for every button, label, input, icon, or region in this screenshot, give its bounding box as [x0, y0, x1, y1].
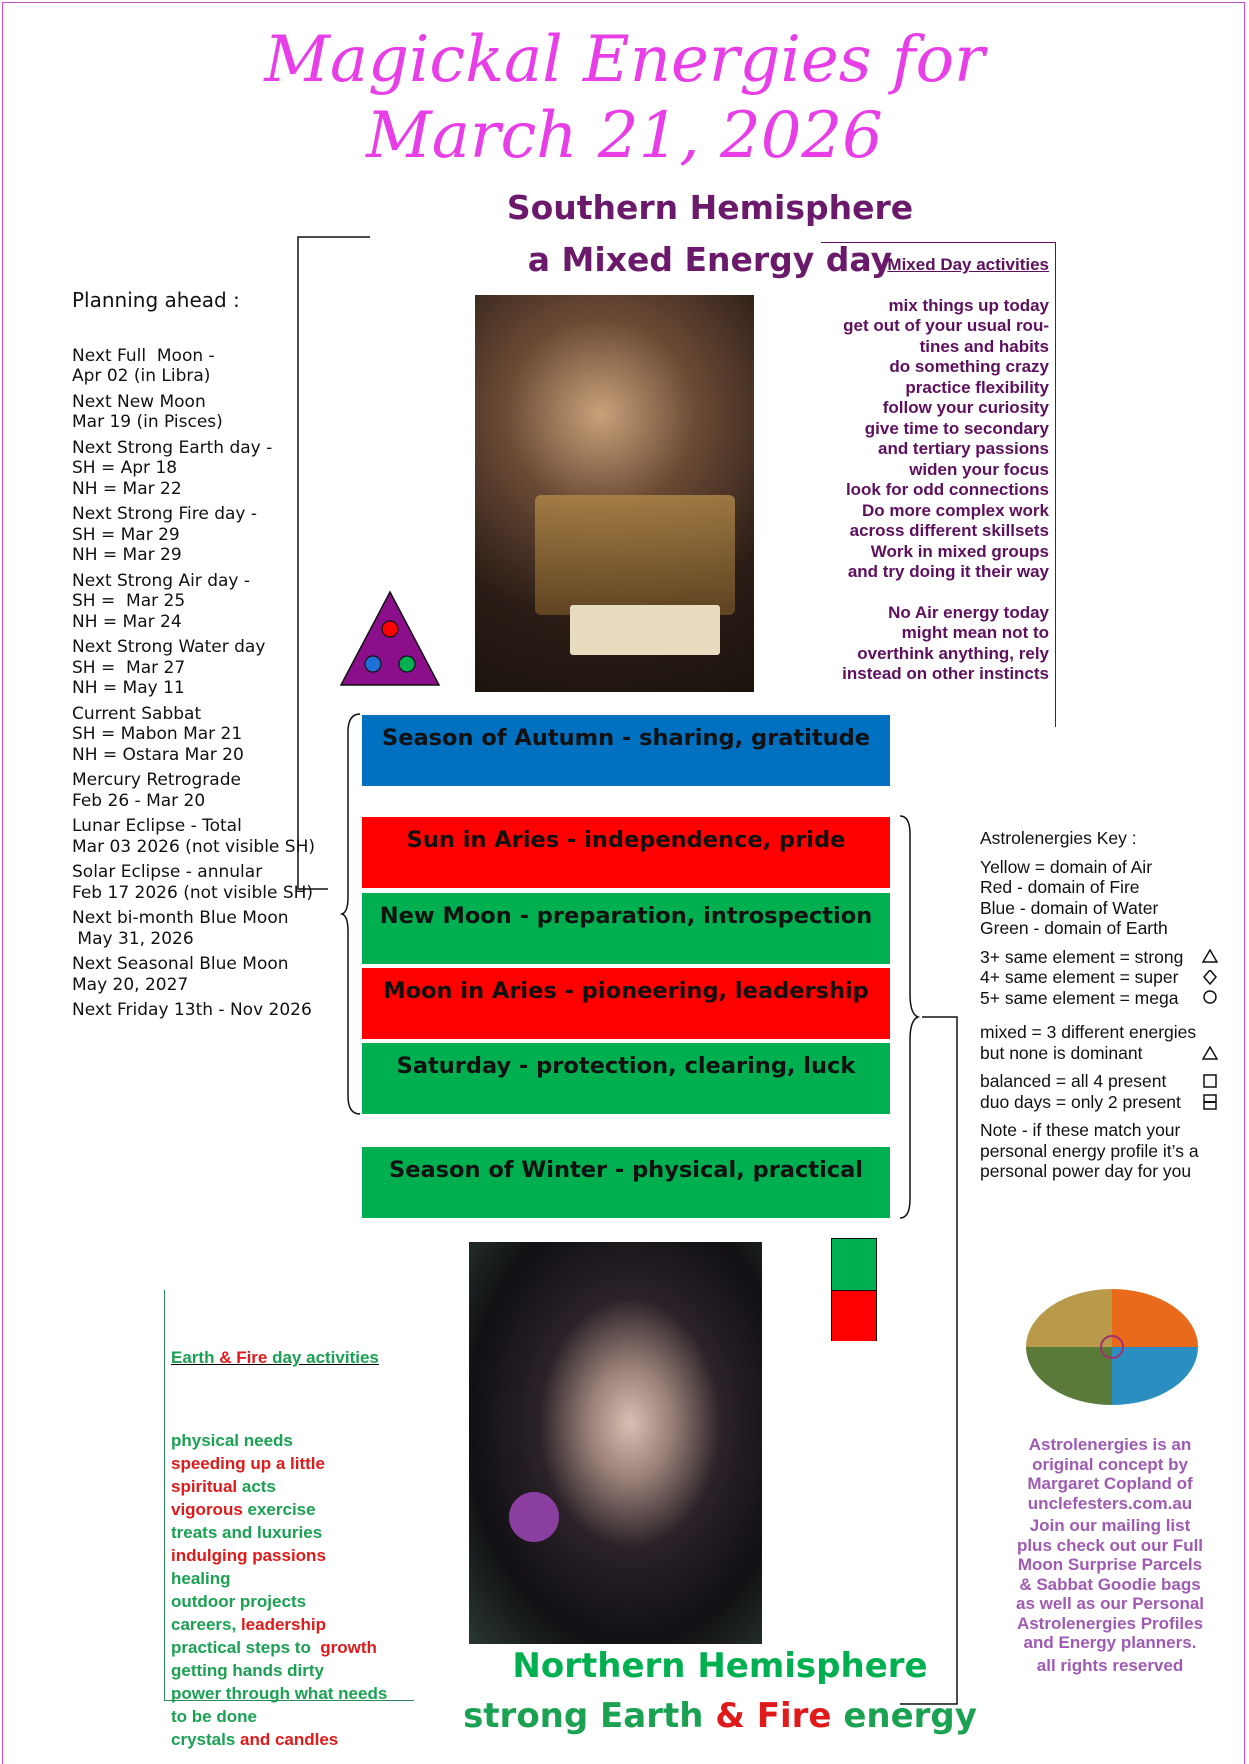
witch-photo-southern — [475, 295, 754, 692]
mixed-activity: and tertiary passions — [877, 439, 1049, 458]
mixed-activity: tines and habits — [919, 336, 1049, 356]
mixed-activity: widen your focus — [909, 459, 1049, 479]
energy-bar: Season of Autumn - sharing, gratitude — [362, 715, 890, 786]
earth-fire-heading-part: day activities — [272, 1348, 379, 1367]
mixed-activity: across different skillsets — [849, 521, 1049, 540]
activity-text: crystals — [171, 1730, 240, 1749]
credit-line: original concept by — [1032, 1454, 1188, 1474]
planning-item: Next Strong Fire day - SH = Mar 29 NH = Mar 29 — [72, 504, 257, 565]
earth-fire-activity — [171, 1429, 387, 1452]
key-strength-row — [980, 967, 1240, 988]
triangle-icon — [1202, 949, 1218, 964]
credit-line: as well as our Personal — [1015, 1594, 1205, 1613]
activity-text: to be done — [171, 1707, 257, 1726]
activity-text: outdoor projects — [171, 1592, 307, 1611]
earth-fire-activity — [171, 1567, 387, 1590]
earth-fire-activity — [171, 1475, 387, 1498]
earth-half — [832, 1239, 876, 1291]
mixed-activity: do something crazy — [889, 357, 1049, 376]
no-air-note-line: instead on other instincts — [842, 664, 1049, 683]
key-heading: Astrolenergies Key : — [980, 828, 1137, 848]
energy-bar: Moon in Aries - pioneering, leadership — [362, 968, 890, 1039]
planning-item: Mercury Retrograde Feb 26 - Mar 20 — [72, 770, 241, 811]
key-color-line: Blue - domain of Water — [980, 897, 1159, 918]
key-duo: duo days = only 2 present — [980, 1091, 1181, 1112]
left-brace — [340, 712, 364, 1116]
key-note-line: personal energy profile it’s a — [980, 1140, 1199, 1161]
triangle-icon — [1202, 1046, 1218, 1060]
credits — [1000, 1435, 1220, 1675]
activity-text: growth — [320, 1638, 377, 1657]
key-color-line: Green - domain of Earth — [980, 918, 1168, 938]
key-balanced: balanced = all 4 present — [980, 1071, 1167, 1091]
key-mixed-line-2: but none is dominant — [980, 1042, 1143, 1063]
planning-item: Next bi-month Blue Moon May 31, 2026 — [72, 908, 289, 949]
mixed-activity: get out of your usual rou- — [843, 316, 1049, 335]
key-color-line: Yellow = domain of Air — [980, 856, 1153, 877]
activity-text: exercise — [247, 1500, 316, 1519]
activity-text: acts — [241, 1477, 276, 1496]
earth-fire-heading-part: & Fire — [219, 1348, 273, 1367]
earth-fire-panel — [164, 1290, 414, 1749]
mixed-activity: practice flexibility — [905, 377, 1049, 397]
title-line-2: March 21, 2026 — [366, 99, 883, 173]
activity-text: speeding up a little — [171, 1454, 325, 1473]
key-strength-row — [980, 988, 1240, 1009]
planning-ahead-panel — [72, 290, 332, 1026]
energy-bar: New Moon - preparation, introspection — [362, 893, 890, 964]
earth-fire-heading-part: Earth — [171, 1348, 220, 1367]
planning-item: Next Full Moon - Apr 02 (in Libra) — [72, 345, 215, 386]
mixed-activity: look for odd connections — [845, 480, 1049, 499]
credit-line: Margaret Copland of — [1027, 1474, 1193, 1493]
northern-energy-part: strong Earth — [463, 1696, 716, 1736]
credit-line: unclefesters.com.au — [1027, 1493, 1193, 1513]
earth-fire-activity — [171, 1452, 387, 1475]
planning-item: Next Strong Water day SH = Mar 27 NH = May 11 — [72, 637, 266, 698]
earth-fire-activity — [171, 1521, 387, 1544]
activity-text: practical steps to — [171, 1638, 321, 1657]
no-air-note-line: No Air energy today — [888, 602, 1049, 622]
planning-heading: Planning ahead : — [72, 288, 240, 312]
activity-text: vigorous — [171, 1500, 248, 1519]
diamond-icon — [1202, 970, 1218, 985]
astrolenergies-key — [980, 828, 1240, 1182]
activity-text: treats and luxuries — [171, 1523, 323, 1542]
circle-icon — [1202, 990, 1218, 1005]
planning-item: Solar Eclipse - annular Feb 17 2026 (not visible SH) — [72, 862, 314, 903]
astrolenergies-logo — [1024, 1287, 1200, 1407]
key-note-line: Note - if these match your — [980, 1120, 1181, 1140]
activity-text: power through what needs — [171, 1684, 388, 1703]
credit-line: plus check out our Full — [1016, 1535, 1204, 1555]
activity-text: indulging passions — [171, 1546, 326, 1565]
mixed-day-heading: Mixed Day activities — [887, 255, 1049, 274]
activity-text: spiritual — [171, 1477, 242, 1496]
key-color-line: Red - domain of Fire — [980, 877, 1140, 897]
planning-item: Next Friday 13th - Nov 2026 — [72, 1000, 312, 1020]
key-mixed-line-1: mixed = 3 different energies — [980, 1022, 1197, 1042]
earth-fire-activity — [171, 1613, 387, 1636]
credit-line: Astrolenergies Profiles — [1016, 1613, 1204, 1633]
mixed-day-panel — [821, 242, 1056, 727]
planning-item: Next Seasonal Blue Moon May 20, 2027 — [72, 954, 289, 995]
mixed-activity: Work in mixed groups — [870, 541, 1049, 561]
credit-line: Astrolenergies is an — [1028, 1435, 1192, 1454]
earth-fire-activity — [171, 1544, 387, 1567]
mixed-activity: follow your curiosity — [882, 398, 1049, 417]
key-note-line: personal power day for you — [980, 1161, 1192, 1181]
activity-text: leadership — [240, 1615, 326, 1634]
duo-energy-indicator — [831, 1238, 877, 1341]
credit-line: Join our mailing list — [1029, 1516, 1191, 1535]
planning-item: Current Sabbat SH = Mabon Mar 21 NH = Ostara Mar 20 — [72, 703, 244, 765]
planning-item: Next Strong Earth day - SH = Apr 18 NH = Mar 22 — [72, 437, 273, 499]
square-icon — [1202, 1074, 1218, 1088]
activity-text: getting hands dirty — [171, 1661, 324, 1680]
rights-reserved: all rights reserved — [1036, 1655, 1184, 1675]
key-strength-text: 3+ same element = strong — [980, 946, 1184, 967]
northern-hemisphere-heading: Northern Hemisphere — [512, 1646, 928, 1686]
activity-text: physical needs — [171, 1431, 293, 1450]
witch-photo-northern — [469, 1242, 762, 1644]
no-air-note-line: overthink anything, rely — [857, 643, 1049, 663]
earth-fire-activity — [171, 1498, 387, 1521]
activity-text: careers, — [171, 1615, 241, 1634]
mixed-activity: Do more complex work — [861, 500, 1049, 520]
energy-bar: Saturday - protection, clearing, luck — [362, 1043, 890, 1114]
northern-energy-heading — [300, 1696, 1140, 1736]
split-square-icon — [1202, 1094, 1218, 1110]
mixed-triangle-icon — [338, 589, 442, 689]
no-air-note-line: might mean not to — [901, 623, 1049, 642]
northern-energy-part: energy — [843, 1696, 977, 1736]
credit-line: Moon Surprise Parcels — [1017, 1555, 1203, 1574]
planning-item: Lunar Eclipse - Total Mar 03 2026 (not visible SH) — [72, 816, 316, 857]
credit-line: & Sabbat Goodie bags — [1019, 1574, 1201, 1594]
activity-text: healing — [171, 1569, 231, 1588]
fire-half — [832, 1291, 876, 1342]
mixed-activity: and try doing it their way — [847, 562, 1049, 581]
credit-line: and Energy planners. — [1023, 1633, 1197, 1652]
title-line-1: Magickal Energies for — [264, 23, 985, 97]
earth-fire-activity — [171, 1590, 387, 1613]
energy-bar: Sun in Aries - independence, pride — [362, 817, 890, 888]
mixed-activity: mix things up today — [888, 295, 1049, 315]
energy-type-heading: a Mixed Energy day — [527, 240, 893, 279]
energy-bar: Season of Winter - physical, practical — [362, 1147, 890, 1218]
key-strength-text: 5+ same element = mega — [980, 987, 1179, 1008]
planning-item: Next Strong Air day - SH = Mar 25 NH = Mar 24 — [72, 570, 251, 632]
northern-energy-part: & Fire — [715, 1696, 844, 1736]
southern-hemisphere-heading: Southern Hemisphere — [506, 188, 914, 227]
activity-text: and candles — [240, 1730, 339, 1749]
key-strength-text: 4+ same element = super — [980, 967, 1179, 987]
mixed-activity: give time to secondary — [864, 418, 1049, 438]
planning-item: Next New Moon Mar 19 (in Pisces) — [72, 391, 223, 432]
right-brace-connector — [896, 814, 966, 1709]
key-strength-row — [980, 947, 1240, 968]
